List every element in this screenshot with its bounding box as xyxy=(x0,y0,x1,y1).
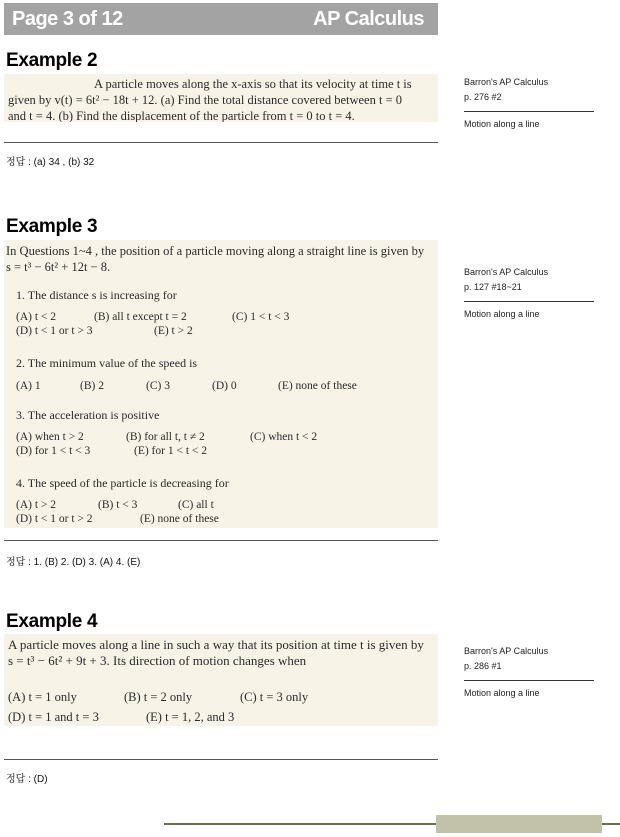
example-3-answer: 정답 : 1. (B) 2. (D) 3. (A) 4. (E) xyxy=(6,557,141,568)
option: (B) t < 3 xyxy=(98,499,138,511)
question-1 xyxy=(16,288,289,338)
source-topic: Motion along a line xyxy=(464,688,540,698)
example-2-answer: 정답 : (a) 34 , (b) 32 xyxy=(6,157,95,168)
problem-line: and t = 4. (b) Find the displacement of the particle from t = 0 to t = 4. xyxy=(8,109,355,122)
option-row xyxy=(16,379,357,393)
option: (E) none of these xyxy=(278,380,357,392)
course-title: AP Calculus xyxy=(313,7,424,30)
example-3-title: Example 3 xyxy=(6,216,98,237)
source-divider xyxy=(464,111,594,112)
option: (D) t < 1 or t > 2 xyxy=(16,513,93,525)
footer-block xyxy=(436,815,602,833)
example-4-answer: 정답 : (D) xyxy=(6,774,48,785)
example-3-source xyxy=(464,265,594,322)
option: (C) 1 < t < 3 xyxy=(232,311,290,323)
problem-line: A particle moves along the x-axis so that its velocity at time t is xyxy=(94,77,412,91)
option: (C) all t xyxy=(178,499,214,511)
option: (A) t < 2 xyxy=(16,311,57,323)
problem-line: given by v(t) = 6t² − 18t + 12. (a) Find the total distance covered between t = 0 xyxy=(8,93,403,107)
source-divider xyxy=(464,301,594,302)
divider xyxy=(4,540,438,541)
option: (B) for all t, t ≠ 2 xyxy=(126,431,205,443)
example-2-source xyxy=(464,75,594,132)
option: (D) t < 1 or t > 3 xyxy=(16,325,93,337)
option-row xyxy=(16,444,317,458)
example-4-title: Example 4 xyxy=(6,611,98,632)
source-topic: Motion along a line xyxy=(464,119,540,129)
divider xyxy=(4,759,438,760)
problem-line: s = t³ − 6t² + 12t − 8. xyxy=(6,260,111,274)
source-page: p. 127 #18~21 xyxy=(464,282,522,292)
question-3 xyxy=(16,408,317,458)
divider xyxy=(4,142,438,143)
page-number: Page 3 of 12 xyxy=(12,7,123,30)
option: (E) t = 1, 2, and 3 xyxy=(146,710,235,724)
option: (E) for 1 < t < 2 xyxy=(134,445,208,457)
page-header xyxy=(4,3,438,35)
example-2-problem xyxy=(4,74,438,122)
question-2 xyxy=(16,356,357,393)
option-row xyxy=(16,324,289,338)
example-4-source xyxy=(464,644,594,701)
question-stem: 4. The speed of the particle is decreasing for xyxy=(16,476,229,490)
problem-line: s = t³ − 6t² + 9t + 3. Its direction of motion changes when xyxy=(8,653,307,668)
option: (D) for 1 < t < 3 xyxy=(16,445,91,457)
example-2-title: Example 2 xyxy=(6,50,98,71)
option: (A) t = 1 only xyxy=(8,690,77,704)
option: (C) when t < 2 xyxy=(250,431,318,443)
option: (C) t = 3 only xyxy=(240,690,309,704)
source-page: p. 286 #1 xyxy=(464,661,502,671)
option-row xyxy=(16,498,229,512)
example-3-problem xyxy=(4,240,438,528)
problem-line: In Questions 1~4 , the position of a particle moving along a straight line is given by xyxy=(6,244,425,258)
option-row xyxy=(16,430,317,444)
question-4 xyxy=(16,476,229,526)
option: (A) t > 2 xyxy=(16,499,57,511)
option: (D) 0 xyxy=(212,380,237,392)
source-book: Barron's AP Calculus xyxy=(464,646,549,656)
option: (B) 2 xyxy=(80,380,104,392)
question-stem: 2. The minimum value of the speed is xyxy=(16,356,198,370)
option: (C) 3 xyxy=(146,380,170,392)
source-book: Barron's AP Calculus xyxy=(464,267,549,277)
option-row xyxy=(8,687,438,707)
source-topic: Motion along a line xyxy=(464,309,540,319)
problem-line: A particle moves along a line in such a way that its position at time t is given by xyxy=(8,637,424,652)
source-divider xyxy=(464,680,594,681)
option: (B) t = 2 only xyxy=(124,690,193,704)
option: (A) 1 xyxy=(16,380,41,392)
source-page: p. 276 #2 xyxy=(464,92,502,102)
option: (B) all t except t = 2 xyxy=(94,311,187,323)
option-row xyxy=(16,310,289,324)
example-4-problem xyxy=(4,634,438,726)
question-stem: 1. The distance s is increasing for xyxy=(16,288,177,302)
option: (E) t > 2 xyxy=(154,325,193,337)
option: (D) t = 1 and t = 3 xyxy=(8,710,99,724)
option-row xyxy=(8,707,438,726)
question-stem: 3. The acceleration is positive xyxy=(16,408,160,422)
source-book: Barron's AP Calculus xyxy=(464,77,549,87)
option: (E) none of these xyxy=(140,513,219,525)
option-row xyxy=(16,512,229,526)
option: (A) when t > 2 xyxy=(16,431,84,443)
